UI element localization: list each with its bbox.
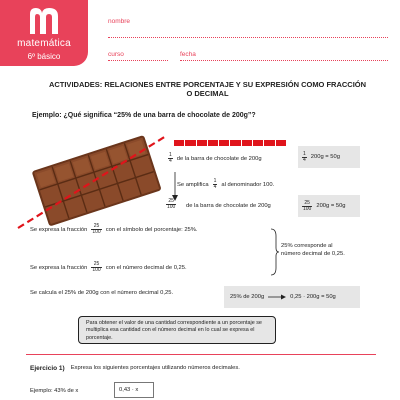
chocolate-bar-illustration: [16, 134, 176, 230]
result-box-1: $\frac{1}{4}$ 200g = 50g: [298, 146, 360, 168]
amplify-line: Se amplifica $\frac{1}{4}$ al denominador 100.: [177, 178, 275, 190]
curso-field[interactable]: [108, 60, 168, 61]
decimal-line: Se expresa la fracción $\frac{25}{100}$ con el número decimal de 0,25.: [30, 261, 187, 273]
line-1-text: de la barra de chocolate de 200g: [176, 155, 262, 162]
calc-text: Se calcula el 25% de 200g con el número decimal 0,25.: [30, 290, 174, 296]
logo-m-icon: [26, 4, 62, 38]
percent-symbol-line: Se expresa la fracción $\frac{25}{100}$ con el símbolo del porcentaje: 25%.: [30, 223, 198, 235]
grade-level: 6º básico: [27, 52, 61, 61]
result-2-text: 200g = 50g: [316, 203, 346, 209]
logo-word: matemática: [17, 38, 71, 49]
curso-label: curso: [108, 51, 124, 58]
exercise-label: Ejercicio 1): [30, 365, 65, 372]
result-1-text: 200g = 50g: [310, 154, 340, 160]
line-3-text: de la barra de chocolate de 200g: [186, 203, 271, 209]
title-line-1: ACTIVIDADES: RELACIONES ENTRE PORCENTAJE Y SU EXPRESIÓN COMO FRACCIÓN: [48, 80, 367, 89]
page-title: [20, 80, 395, 99]
exercise-example-answer: 0,43 · x: [114, 382, 154, 398]
brace-icon: [270, 228, 280, 276]
fraction-one-quarter: $\frac{1}{4}$: [169, 152, 172, 164]
calc-box: 25% de 200g 0,25 · 200g = 50g: [224, 286, 360, 308]
info-box: Para obtener el valor de una cantidad correspondiente a un porcentaje se multiplica esa cantidad con el número decimal en lo cual se expresa el porcentaje.: [78, 316, 276, 344]
right-arrow-icon: [268, 294, 286, 300]
fraction-25-100-top: $\frac{25}{100}$: [167, 198, 176, 211]
result-box-2: $\frac{25}{100}$ 200g = 50g: [298, 195, 360, 217]
title-line-2: O DECIMAL: [186, 89, 229, 99]
exercise-example-label: Ejemplo: 43% de x: [30, 388, 79, 394]
nombre-label: nombre: [108, 18, 131, 25]
fraction-bar: [174, 140, 286, 146]
exercise-instruction: Expresa los siguientes porcentajes utilizando números decimales.: [70, 365, 240, 371]
section-divider: [26, 354, 376, 355]
bracket-note: 25% corresponde al número decimal de 0,25.: [281, 243, 345, 257]
fecha-label: fecha: [180, 51, 196, 58]
fraction-line-1: [168, 153, 262, 164]
exercise-heading: [30, 365, 240, 372]
nombre-field[interactable]: [108, 37, 388, 38]
fecha-field[interactable]: [180, 60, 388, 61]
example-question: Ejemplo: ¿Qué significa “25% de una barra de chocolate de 200g”?: [32, 112, 256, 119]
